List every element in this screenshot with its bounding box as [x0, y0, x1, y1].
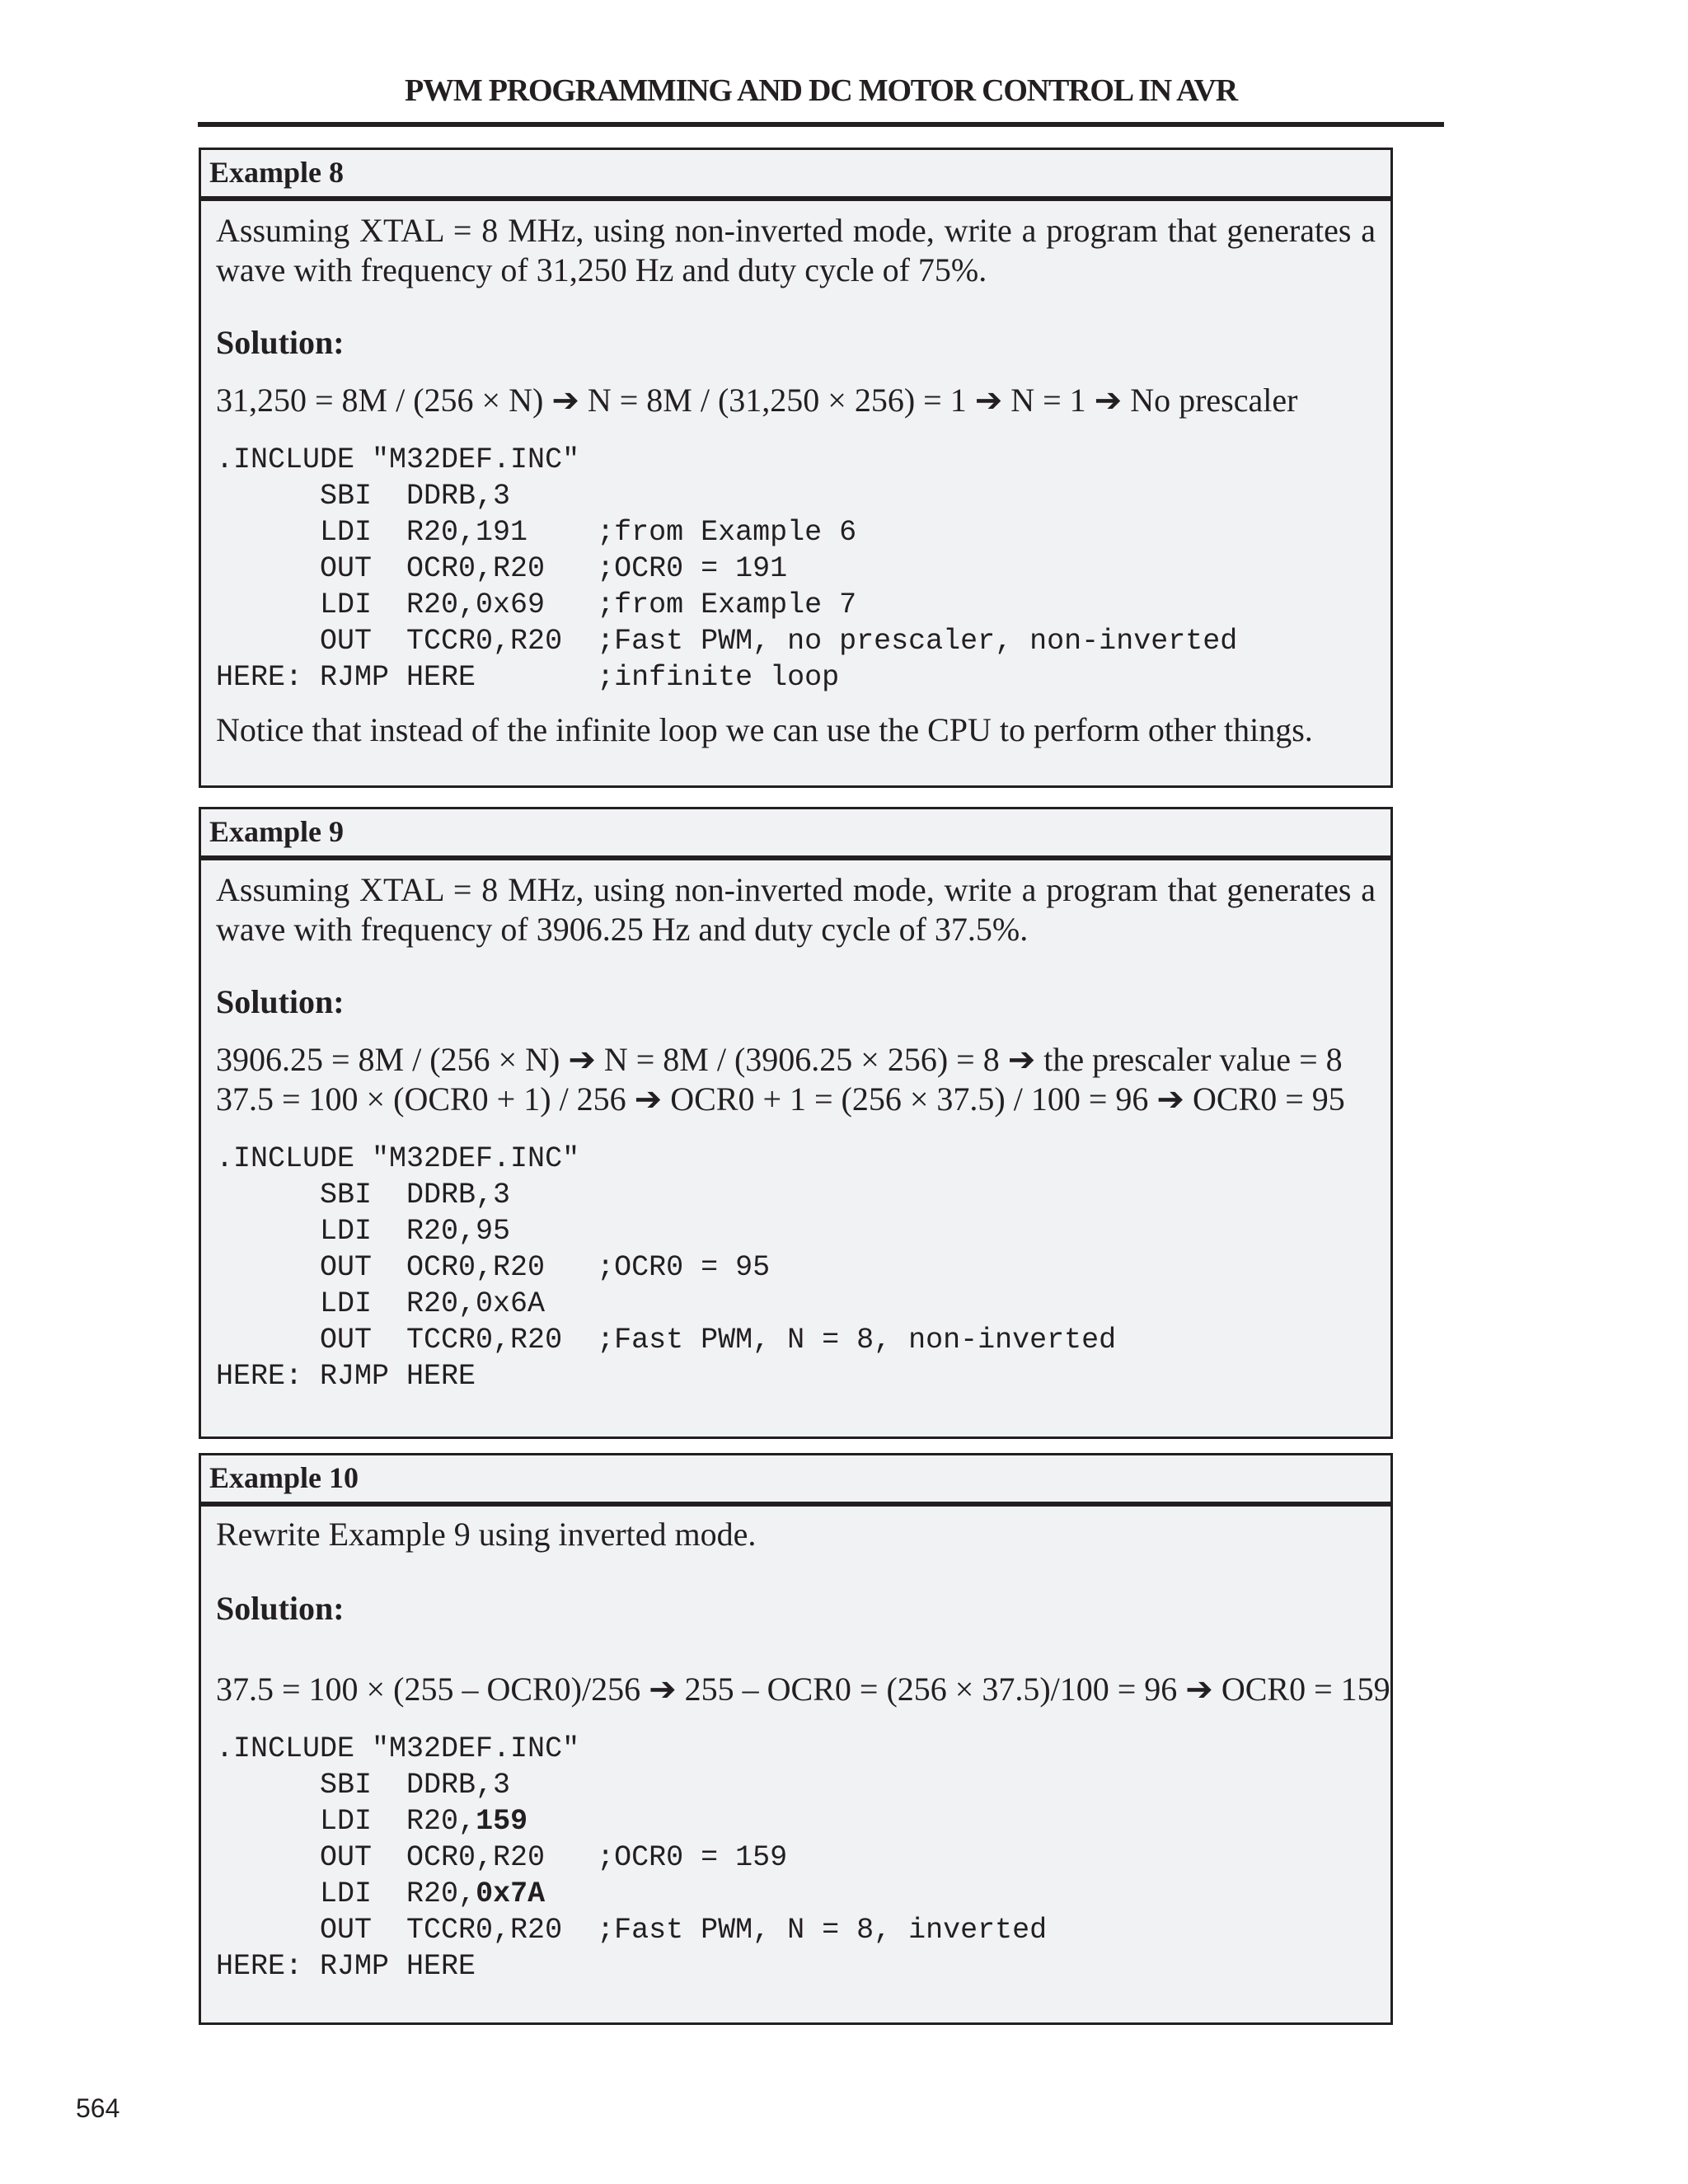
note-text: Notice that instead of the infinite loop we can use the CPU to perform other things.	[216, 711, 1313, 748]
code-line: HERE: RJMP HERE ;infinite loop	[216, 661, 840, 694]
example-title: Example 9	[201, 809, 1390, 860]
code-value-bold: 159	[476, 1805, 528, 1838]
equation-line: 31,250 = 8M / (256 × N) ➔ N = 8M / (31,250 × 256) = 1 ➔ N = 1 ➔ No prescaler	[216, 382, 1298, 419]
code-line: OUT TCCR0,R20 ;Fast PWM, N = 8, non-inverted	[216, 1324, 1117, 1357]
code-value-bold: 0x7A	[476, 1877, 546, 1910]
code-line: LDI R20,191 ;from Example 6	[216, 516, 857, 549]
code-line: LDI R20,0x69 ;from Example 7	[216, 588, 857, 621]
header-rule	[198, 122, 1444, 127]
problem-text: Rewrite Example 9 using inverted mode.	[216, 1516, 757, 1553]
example-box	[199, 1453, 1393, 2025]
equation-line: 37.5 = 100 × (255 – OCR0)/256 ➔ 255 – OCR0 = (256 × 37.5)/100 = 96 ➔ OCR0 = 159	[216, 1671, 1390, 1708]
code-line: .INCLUDE "M32DEF.INC"	[216, 443, 580, 476]
code-line: LDI R20,0x6A	[216, 1287, 546, 1320]
code-listing	[216, 442, 1376, 696]
example-box	[199, 148, 1393, 788]
code-line: OUT OCR0,R20 ;OCR0 = 95	[216, 1251, 771, 1284]
code-line: .INCLUDE "M32DEF.INC"	[216, 1142, 580, 1175]
solution-label: Solution:	[216, 983, 345, 1020]
code-line: OUT OCR0,R20 ;OCR0 = 191	[216, 552, 788, 585]
code-line: HERE: RJMP HERE	[216, 1950, 476, 1983]
code-line: OUT TCCR0,R20 ;Fast PWM, no prescaler, non-inverted	[216, 625, 1238, 658]
code-line: OUT OCR0,R20 ;OCR0 = 159	[216, 1841, 788, 1874]
example-box	[199, 807, 1393, 1439]
running-head: PWM PROGRAMMING AND DC MOTOR CONTROL IN AVR	[405, 73, 1237, 108]
example-body	[201, 211, 1390, 750]
problem-text: Assuming XTAL = 8 MHz, using non-inverted mode, write a program that generates a wave with frequency of 3906.25 Hz and duty cycle of 37.5%.	[216, 871, 1376, 948]
solution-label: Solution:	[216, 1590, 345, 1627]
code-listing	[216, 1141, 1376, 1394]
example-title: Example 8	[201, 150, 1390, 201]
code-line: SBI DDRB,3	[216, 480, 511, 513]
example-body	[201, 870, 1390, 1394]
code-line: .INCLUDE "M32DEF.INC"	[216, 1732, 580, 1765]
equation-line: 37.5 = 100 × (OCR0 + 1) / 256 ➔ OCR0 + 1 = (256 × 37.5) / 100 = 96 ➔ OCR0 = 95	[216, 1080, 1345, 1118]
problem-text: Assuming XTAL = 8 MHz, using non-inverted mode, write a program that generates a wave with frequency of 31,250 Hz and duty cycle of 75%.	[216, 212, 1376, 288]
code-line: LDI R20,95	[216, 1215, 511, 1248]
example-title: Example 10	[201, 1455, 1390, 1507]
code-line: SBI DDRB,3	[216, 1769, 511, 1802]
page-number: 564	[76, 2093, 120, 2123]
code-line: SBI DDRB,3	[216, 1179, 511, 1212]
example-body	[201, 1515, 1390, 1985]
code-listing	[216, 1731, 1376, 1985]
code-line: LDI R20,0x7A	[216, 1877, 546, 1910]
code-line: LDI R20,159	[216, 1805, 528, 1838]
solution-label: Solution:	[216, 324, 345, 361]
equation-line: 3906.25 = 8M / (256 × N) ➔ N = 8M / (3906.25 × 256) = 8 ➔ the prescaler value = 8	[216, 1041, 1343, 1078]
code-line: HERE: RJMP HERE	[216, 1360, 476, 1393]
code-line: OUT TCCR0,R20 ;Fast PWM, N = 8, inverted	[216, 1914, 1048, 1947]
